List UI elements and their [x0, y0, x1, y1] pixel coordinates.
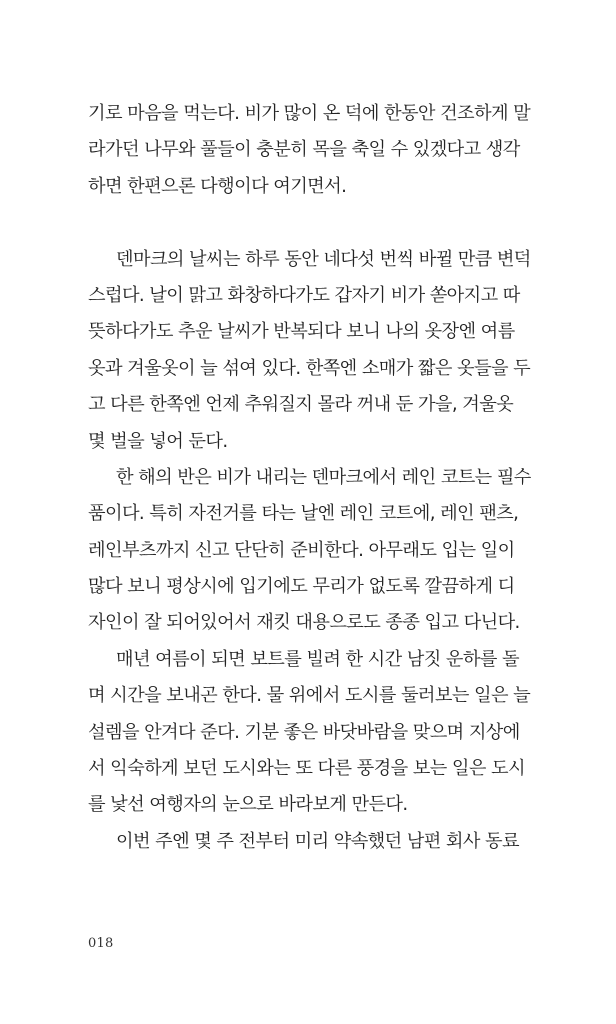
text-line: 를 낯선 여행자의 눈으로 바라보게 만든다.	[88, 794, 408, 816]
paragraph-1	[88, 96, 531, 205]
text-line: 덴마크의 날씨는 하루 동안 네다섯 번씩 바뀔 만큼 변덕	[116, 248, 531, 270]
text-line: 라가던 나무와 풀들이 충분히 목을 축일 수 있겠다고 생각	[88, 139, 520, 161]
paragraph-4	[88, 642, 531, 824]
text-line: 자인이 잘 되어있어서 재킷 대용으로도 종종 입고 다닌다.	[88, 612, 520, 634]
text-line: 매년 여름이 되면 보트를 빌려 한 시간 남짓 운하를 돌	[116, 648, 519, 670]
paragraph-gap	[88, 205, 508, 241]
text-line: 품이다. 특히 자전거를 타는 날엔 레인 코트에, 레인 팬츠,	[88, 503, 519, 525]
text-line: 기로 마음을 먹는다. 비가 많이 온 덕에 한동안 건조하게 말	[88, 103, 531, 124]
text-line: 설렘을 안겨다 준다. 기분 좋은 바닷바람을 맞으며 지상에	[88, 721, 520, 743]
paragraph-3	[88, 460, 531, 642]
text-line: 몇 벌을 넣어 둔다.	[88, 430, 228, 452]
body-text	[88, 96, 531, 860]
paragraph-2	[88, 242, 531, 460]
page-number: 018	[88, 936, 114, 951]
text-line: 고 다른 한쪽엔 언제 추워질지 몰라 꺼내 둔 가을, 겨울옷	[88, 394, 514, 416]
text-line: 이번 주엔 몇 주 전부터 미리 약속했던 남편 회사 동료	[116, 830, 519, 852]
text-line: 서 익숙하게 보던 도시와는 또 다른 풍경을 보는 일은 도시	[88, 758, 525, 780]
text-line: 스럽다. 날이 맑고 화창하다가도 갑자기 비가 쏟아지고 따	[88, 284, 520, 306]
text-line: 한 해의 반은 비가 내리는 덴마크에서 레인 코트는 필수	[116, 466, 531, 488]
paragraph-5	[88, 824, 519, 860]
text-line: 옷과 겨울옷이 늘 섞여 있다. 한쪽엔 소매가 짧은 옷들을 두	[88, 357, 531, 379]
text-line: 레인부츠까지 신고 단단히 준비한다. 아무래도 입는 일이	[88, 539, 515, 561]
text-line: 며 시간을 보내곤 한다. 물 위에서 도시를 둘러보는 일은 늘	[88, 685, 531, 707]
text-line: 많다 보니 평상시에 입기에도 무리가 없도록 깔끔하게 디	[88, 576, 515, 598]
text-line: 뜻하다가도 추운 날씨가 반복되다 보니 나의 옷장엔 여름	[88, 321, 515, 343]
text-line: 하면 한편으론 다행이다 여기면서.	[88, 175, 347, 197]
